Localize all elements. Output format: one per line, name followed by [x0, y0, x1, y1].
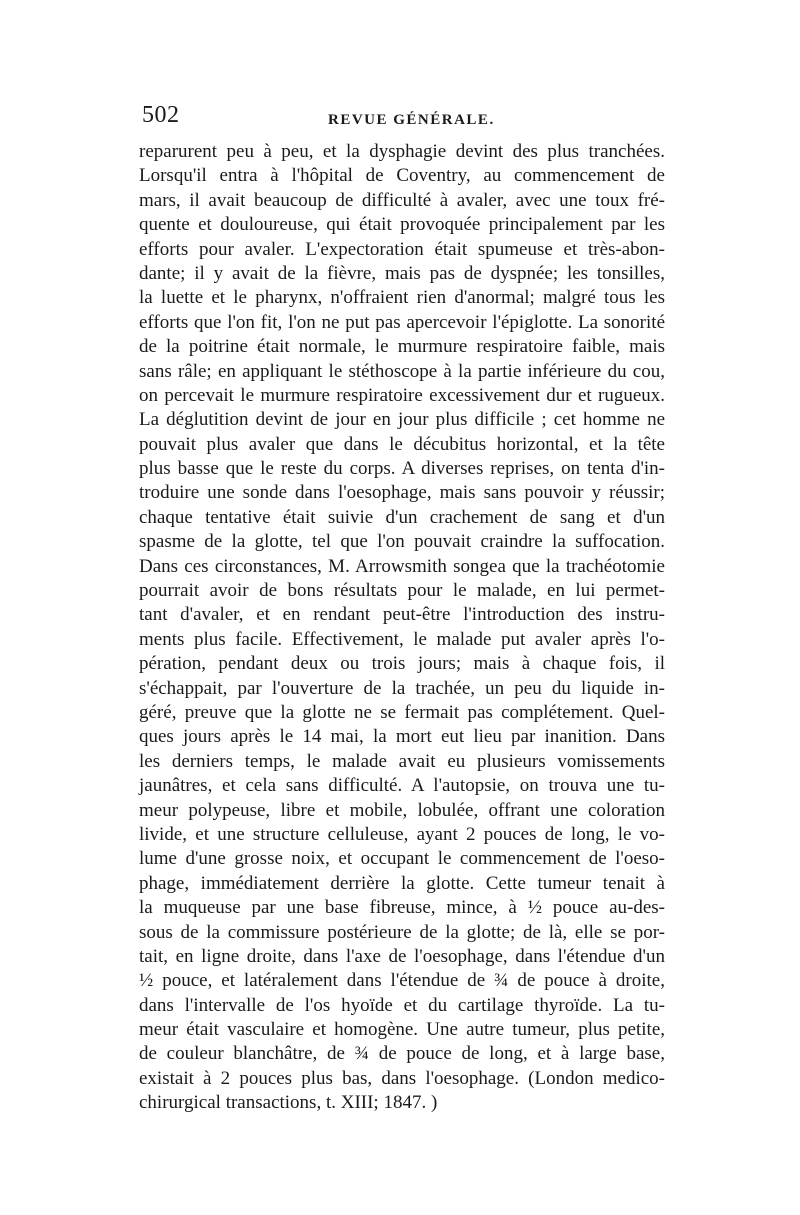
text-line: existait à 2 pouces plus bas, dans l'oesophage. (London medico- — [139, 1067, 665, 1089]
text-line: jaunâtres, et cela sans difficulté. A l'autopsie, on trouva une tu- — [139, 775, 665, 797]
text-line: quente et douloureuse, qui était provoquée principalement par les — [139, 214, 665, 236]
text-line: s'échappait, par l'ouverture de la trachée, un peu du liquide in- — [139, 677, 665, 699]
text-line: les derniers temps, le malade avait eu plusieurs vomissements — [139, 750, 665, 772]
text-line: géré, preuve que la glotte ne se fermait pas complétement. Quel- — [139, 701, 665, 723]
text-line: ments plus facile. Effectivement, le malade put avaler après l'o- — [139, 628, 665, 650]
text-line: mars, il avait beaucoup de difficulté à avaler, avec une toux fré- — [139, 189, 665, 211]
text-line: de couleur blanchâtre, de ¾ de pouce de long, et à large base, — [139, 1043, 665, 1065]
text-line: la luette et le pharynx, n'offraient rien d'anormal; malgré tous les — [139, 287, 665, 309]
text-line: efforts que l'on fit, l'on ne put pas apercevoir l'épiglotte. La sonorité — [139, 311, 665, 333]
body-text — [139, 140, 665, 1116]
text-line: troduire une sonde dans l'oesophage, mais sans pouvoir y réussir; — [139, 482, 665, 504]
text-line: La déglutition devint de jour en jour plus difficile ; cet homme ne — [139, 409, 665, 431]
page-header — [142, 100, 674, 134]
text-line: on percevait le murmure respiratoire excessivement dur et rugueux. — [139, 384, 665, 406]
text-line: dante; il y avait de la fièvre, mais pas de dyspnée; les tonsilles, — [139, 262, 665, 284]
text-line: Dans ces circonstances, M. Arrowsmith songea que la trachéotomie — [139, 555, 665, 577]
text-line: plus basse que le reste du corps. A diverses reprises, on tenta d'in- — [139, 458, 665, 480]
text-line: la muqueuse par une base fibreuse, mince, à ½ pouce au-des- — [139, 897, 665, 919]
running-title: REVUE GÉNÉRALE. — [328, 112, 495, 128]
text-line: spasme de la glotte, tel que l'on pouvait craindre la suffocation. — [139, 531, 665, 553]
text-line: tant d'avaler, et en rendant peut-être l'introduction des instru- — [139, 604, 665, 626]
text-line: sous de la commissure postérieure de la glotte; de là, elle se por- — [139, 921, 665, 943]
text-line: pouvait plus avaler que dans le décubitus horizontal, et la tête — [139, 433, 665, 455]
text-line: efforts pour avaler. L'expectoration était spumeuse et très-abon- — [139, 238, 665, 260]
text-line: ½ pouce, et latéralement dans l'étendue de ¾ de pouce à droite, — [139, 970, 665, 992]
text-line: de la poitrine était normale, le murmure respiratoire faible, mais — [139, 336, 665, 358]
text-line: dans l'intervalle de l'os hyoïde et du cartilage thyroïde. La tu- — [139, 994, 665, 1016]
text-line: tait, en ligne droite, dans l'axe de l'oesophage, dans l'étendue d'un — [139, 945, 665, 967]
text-line: lume d'une grosse noix, et occupant le commencement de l'oeso- — [139, 848, 665, 870]
text-line: pourrait avoir de bons résultats pour le malade, en lui permet- — [139, 580, 665, 602]
text-line: pération, pendant deux ou trois jours; mais à chaque fois, il — [139, 653, 665, 675]
text-line: ques jours après le 14 mai, la mort eut lieu par inanition. Dans — [139, 726, 665, 748]
text-line: chaque tentative était suivie d'un crachement de sang et d'un — [139, 506, 665, 528]
text-line: meur était vasculaire et homogène. Une autre tumeur, plus petite, — [139, 1019, 665, 1041]
page-number: 502 — [142, 102, 180, 128]
text-line: phage, immédiatement derrière la glotte. Cette tumeur tenait à — [139, 872, 665, 894]
text-line: meur polypeuse, libre et mobile, lobulée, offrant une coloration — [139, 799, 665, 821]
text-line: Lorsqu'il entra à l'hôpital de Coventry, au commencement de — [139, 165, 665, 187]
text-line: livide, et une structure celluleuse, ayant 2 pouces de long, le vo- — [139, 823, 665, 845]
text-line: reparurent peu à peu, et la dysphagie devint des plus tranchées. — [139, 141, 665, 162]
text-line: sans râle; en appliquant le stéthoscope à la partie inférieure du cou, — [139, 360, 665, 382]
text-line: chirurgical transactions, t. XIII; 1847. ) — [139, 1092, 438, 1114]
